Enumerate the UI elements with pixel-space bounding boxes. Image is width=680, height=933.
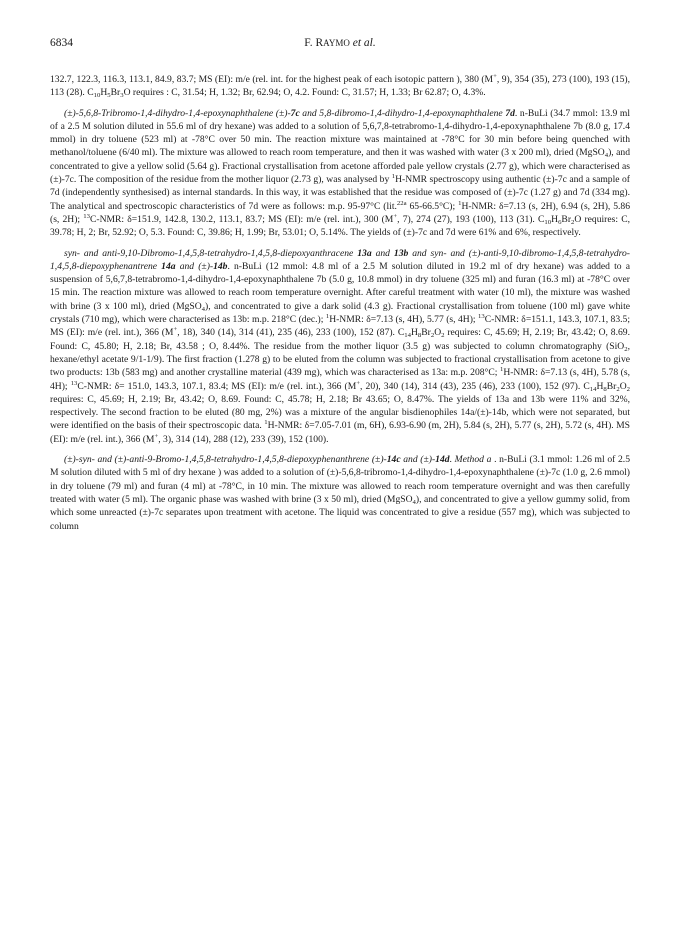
paragraph-p1: 132.7, 122.3, 116.3, 113.1, 84.9, 83.7; MS (EI): m/e (rel. int. for the highest peak of each isotopic pattern ), 380 (M+, 9), 354 (35), 273 (100), 193 (15), 113 (28). $C_{10}H_5Br_3O$ requires : C, 31.54; H, 1.32; Br, 62.94; O, 4.2. Found: C, 31.57; H, 1.33; Br 62.87; O, 4.3%. (50, 73, 630, 100)
page-number: 6834 (50, 37, 73, 49)
page-header (50, 37, 630, 55)
paragraph-p3: syn- and anti-9,10-Dibromo-1,4,5,8-tetrahydro-1,4,5,8-diepoxyanthracene 13a and 13b and syn- and (±)-anti-9,10-dibromo-1,4,5,8-tetrahydro-1,4,5,8-diepoxyphenantrene 14a and (±)-14b. n-BuLi (12 mmol: 4.8 ml of a 2.5 M solution diluted in 19.2 ml of dry hexane) was added to a suspension of 5,6,7,8-tetrabromo-1,4-dihydro-1,4-epoxynaphthalene 7b (5.0 g, 10.8 mmol) in dry toluene (325 ml) and furan (16.3 ml) at -78°C over 15 min. The reaction mixture was allowed to reach room temperature overnight. After careful treatment with water (10 ml), the mixture was washed with brine (3 x 100 ml), dried (MgSO$_4$), and concentrated to give a dark solid (4.3 g). Fractional crystallisation from toluene (100 ml) gave white crystals (710 mg), which were characterised as 13b: m.p. 218°C (dec.); $^1$H-NMR: δ=7.13 (s, 4H), 5.77 (s, 4H); $^{13}$C-NMR: δ=151.1, 143.3, 107.1, 83.5; MS (EI): m/e (rel. int.), 366 (M+, 18), 340 (14), 314 (41), 235 (46), 233 (100), 152 (87). $C_{14}H_8Br_2O_2$ requires: C, 45.69; H, 2.19; Br, 43.42; O, 8.69. Found: C, 45.80; H, 2.18; Br, 43.58 ; O, 8.44%. The residue from the mother liquor (3.5 g) was subjected to column chromatography (SiO$_2$, hexane/ethyl acetate 9/1-1/9). The first fraction (1.278 g) to be eluted from the column was subjected to fractional crystallisation from acetone to give two products: 13b (583 mg) and another crystalline material (439 mg), which was characterised as 13a: m.p. 208°C; $^1$H-NMR: δ=7.13 (s, 4H), 5.78 (s, 4H); $^{13}$C-NMR: δ= 151.0, 143.3, 107.1, 83.4; MS (EI): m/e (rel. int.), 366 (M+, 20), 340 (14), 314 (43), 235 (46), 233 (100), 152 (97). $C_{14}H_8Br_2O_2$ requires: C, 45.69; H, 2.19; Br, 43.42; O, 8.69. Found: C, 45.78; H, 2.18; Br 43.65; O, 8.47%. The yields of 13a and 13b were 11% and 32%, respectively. The second fraction to be eluted (80 mg, 2%) was a mixture of the angular bisdienophiles 14a/(±)-14b, which were not separated, but were identified on the basis of their spectroscopic data. $^1$H-NMR: δ=7.05-7.01 (m, 6H), 6.93-6.90 (m, 2H), 5.84 (s, 2H), 5.77 (s, 2H), 5.72 (s, 4H). MS (EI): m/e (rel. int.), 366 (M+, 3), 314 (14), 288 (12), 233 (39), 152 (100). (50, 247, 631, 445)
article-body (50, 73, 630, 540)
paragraph-p4: (±)-syn- and (±)-anti-9-Bromo-1,4,5,8-tetrahydro-1,4,5,8-diepoxyphenanthrene (±)-14c and (±)-14d. Method a . n-BuLi (3.1 mmol: 1.26 ml of 2.5 M solution diluted with 5 ml of dry hexane ) was added to a solution of (±)-5,6,8-tribromo-1,4-dihydro-1,4-epoxynaphthalene (±)-7c (1.0 g, 2.6 mmol) in dry toluene (79 ml) and furan (4 ml) at -78°C, in 10 min. The mixture was allowed to reach room temperature overnight and was then carefully treated with water (5 ml). The organic phase was washed with brine (3 x 50 ml), dried (MgSO$_4$), and concentrated to give a yellow gummy solid, from which some unreacted (±)-7c separates upon treatment with acetone. The liquid was concentrated to give a residue (557 mg), which was subjected to column (50, 454, 631, 532)
running-author: F. RAYMO et al. (304, 37, 376, 49)
paragraph-p2: (±)-5,6,8-Tribromo-1,4-dihydro-1,4-epoxynaphthalene (±)-7c and 5,8-dibromo-1,4-dihydro-1,4-epoxynaphthalene 7d. n-BuLi (34.7 mmol: 13.9 ml of a 2.5 M solution diluted in 55.6 ml of dry hexane) was added to a solution of 5,6,7,8-tetrabromo-1,4-dihydro-1,4-epoxynaphthalene 7b (8.0 g, 17.4 mmol) in dry toluene (523 ml) at -78°C over 50 min. The reaction mixture was maintained at -78°C for 30 min before being quenched with methanol/toluene (6/40 ml). The mixture was allowed to reach room temperature, and then it was washed with water (3 x 200 ml), dried (MgSO$_4$), and concentrated to give a yellow solid (5.64 g). Fractional crystallisation from acetone afforded pale yellow crystals (2.77 g), which were characterised as (±)-7c. The composition of the residue from the mother liquor (2.73 g), was analysed by $^1$H-NMR spectroscopy using authentic (±)-7c and a sample of 7d (independently synthesised) as internal standards. In this way, it was established that the residue was composed of (±)-7c (1.27 g) and 7d (334 mg). The analytical and spectroscopic characteristics of 7d were as follows: m.p. 95-97°C (lit.$^{22a}$ 65-66.5°C); $^1$H-NMR: δ=7.13 (s, 2H), 6.94 (s, 2H), 5.86 (s, 2H); $^{13}$C-NMR: δ=151.9, 142.8, 130.2, 113.1, 83.7; MS (EI): m/e (rel. int.), 300 (M+, 7), 274 (27), 193 (100), 113 (31). $C_{10}H_6Br_2O$ requires: C, 39.78; H, 2; Br, 52.92; O, 5.3. Found: C, 39.86; H, 1.99; Br, 53.01; O, 5.14%. The yields of (±)-7c and 7d were 61% and 6%, respectively. (50, 107, 631, 239)
